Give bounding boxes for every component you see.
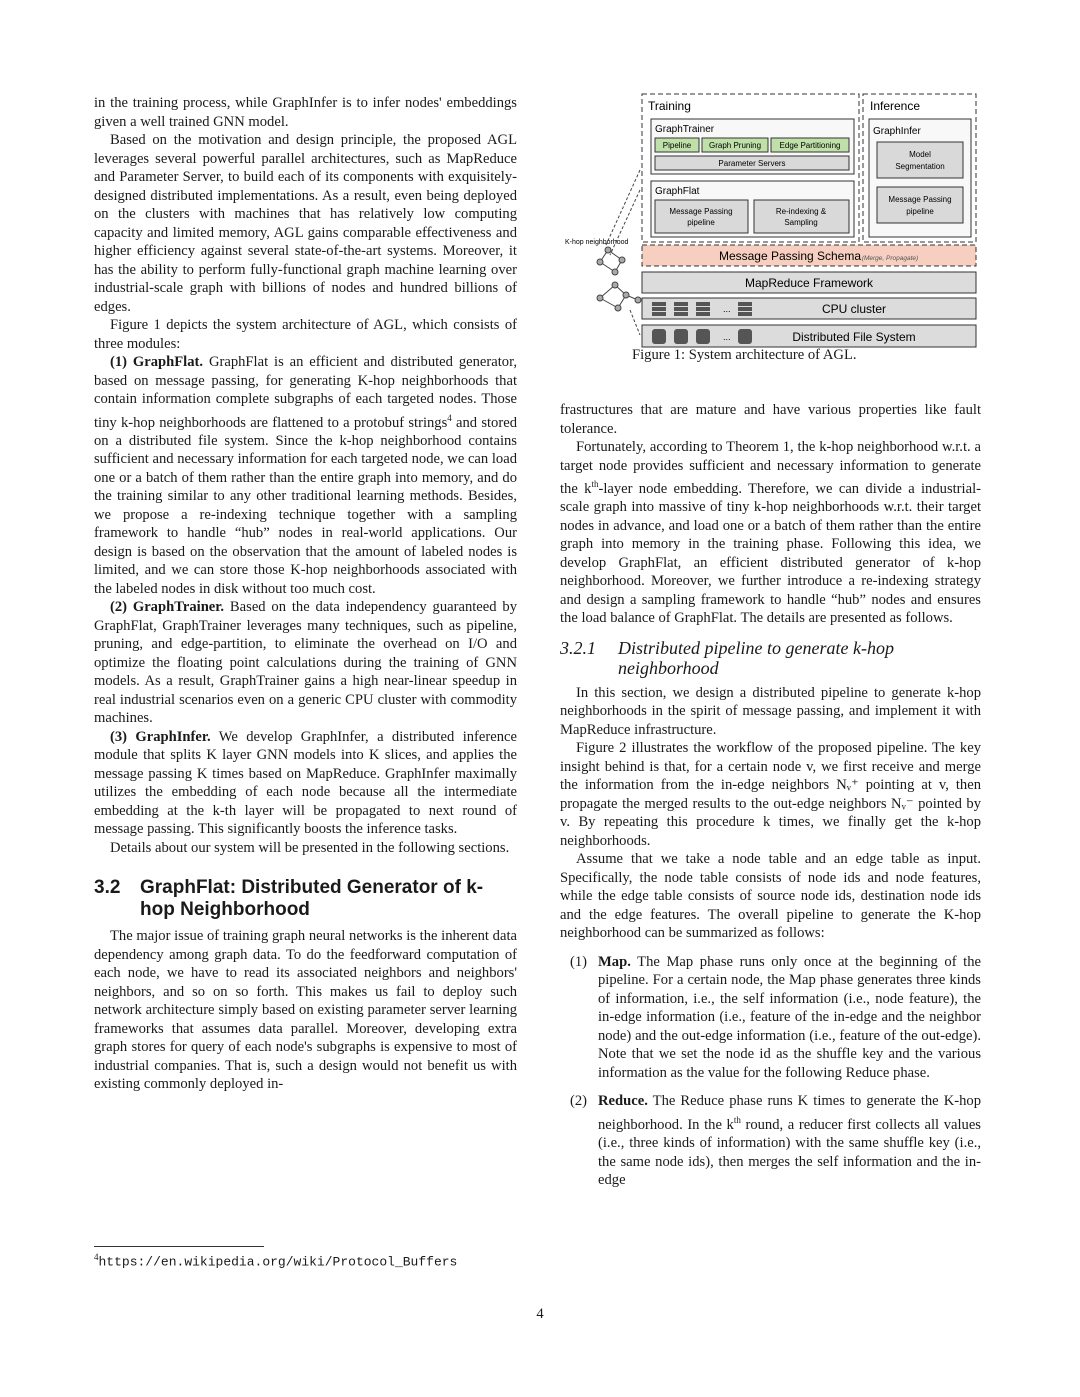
paragraph: Details about our system will be presented in the following sections. [110,839,510,856]
module-label: (3) GraphInfer. [110,728,211,745]
paragraph: Figure 1 depicts the system architecture of AGL, which consists of three modules: [94,317,517,352]
svg-text:Sampling: Sampling [784,218,818,227]
module-text: GraphFlat is an efficient and distributed generator, based on message passing, for generating K-hop neighborhoods that contain information complete subgraphs of each targeted nodes. Those tiny k-hop neighborhoods are flattened to a protobuf strings [94,354,517,431]
left-column [94,94,517,1094]
mp-inference-block [877,187,963,223]
step-reduce: (2) Reduce. The Reduce phase runs K times to generate the K-hop neighborhood. In the $k^{th}$ round, a reducer first collects all values (i.e., three kinds of information) with the same shuffle key (i.e., the same node ids), then merges the self information and the in-edge [560,1092,981,1189]
graphflat-label: GraphFlat [655,186,700,197]
svg-text:Parameter Servers: Parameter Servers [718,159,786,168]
svg-text:Message Passing Schema: Message Passing Schema [718,249,862,263]
svg-text:Message Passing: Message Passing [669,207,733,216]
svg-text:Re-indexing &: Re-indexing & [775,207,827,216]
svg-text:pipeline: pipeline [687,218,715,227]
page-number: 4 [536,1306,544,1322]
footnote-url[interactable]: https://en.wikipedia.org/wiki/Protocol_Buffers [98,1254,458,1270]
svg-text:Message Passing: Message Passing [888,195,952,204]
module-text: Based on the data independency guaranteed by GraphFlat, GraphTrainer leverages many techniques, such as pipeline, pruning, and edge-partition, to eliminate the overhead on I/O and optimize the floating point calculations during the training of GNN models. As a result, GraphTrainer gains a high near-linear speedup in real industrial scenarios even on a generic CPU cluster with commodity machines. [94,599,517,727]
paragraph: Assume that we take a node table and an edge table as input. Specifically, the node table consists of node ids and node features, while the edge table consists of source node ids, destination node ids and the edge features. The overall pipeline to generate the K-hop neighborhood can be summarized as follows: [560,851,981,942]
footnote [94,1252,457,1269]
module-label: (2) GraphTrainer. [110,599,225,616]
paragraph: frastructures that are mature and have various properties like fault tolerance. [560,402,981,437]
module-graphflat [94,353,517,598]
khop-label: K-hop neighborhood [565,239,629,246]
svg-text:(Merge, Propagate): (Merge, Propagate) [861,255,919,262]
subsection-title: Distributed pipeline to generate k-hop neighborhood [618,637,894,678]
module-text: We develop GraphInfer, a distributed inference module that splits K layer GNN models into K slices, and applies the message passing K times based on MapReduce. GraphInfer maximally utilizes the embedding of each node because all the intermediate embedding at the k-th layer will be propagated to next round of message passing. This significantly boosts the inference tasks. [94,728,517,838]
footnote-mark: 4 [94,1252,99,1262]
right-column [560,401,981,1200]
svg-text:...: ... [723,304,731,314]
section-number: 3.2 [94,877,121,899]
subsection-number: 3.2.1 [560,637,596,658]
training-label: Training [648,99,691,113]
paragraph: Based on the motivation and design principle, the proposed AGL leverages several powerful parallel architectures, such as MapReduce and Parameter Server, to build each of its components with exquisitely-designed distributed implementations. As a result, even being deployed on the clusters with machines that has relatively low computing capacity and limited memory, AGL gains comparable effectiveness and higher efficiency against several state-of-the-art systems. Moreover, it has the ability to perform fully-functional graph machine learning over industrial-scale graph with billions of nodes and hundred billions of edges. [94,132,517,315]
module-graphinfer [94,728,517,839]
svg-text:Graph Pruning: Graph Pruning [708,141,762,150]
model-segmentation-block [877,142,963,178]
svg-text:MapReduce Framework: MapReduce Framework [744,276,874,290]
mp-pipeline-block [655,200,748,233]
step-text: round, a reducer first collects all values (i.e., three kinds of information) with the same shuffle key (i.e., the same node ids), then merges the self information and the in-edge [598,1116,981,1189]
module-text: and stored on a distributed file system. Since the k-hop neighborhood contains sufficient and necessary information for each targeted node, we can load one or a batch of them rather than the entire graph into memory, and do the training similar to any other traditional learning methods. Besides, we propose a re-indexing technique together with a sampling framework to handle “hub” nodes in real-world applications. Our design is based on the observation that the amount of labeled nodes is limited, and we can store those K-hop neighborhoods associated with the labeled nodes in disk without too much cost. [94,414,517,597]
pipeline-steps [560,953,981,1190]
graphtrainer-label: GraphTrainer [655,124,715,135]
figure-caption: Figure 1: System architecture of AGL. [632,347,857,363]
paragraph: Figure 2 illustrates the workflow of the proposed pipeline. The key insight behind is that, for a certain node v, we first receive and merge the information from the in-edge neighbors Nᵥ⁺ pointing at v, then propagate the merged results to the out-edge neighbors Nᵥ⁻ pointed by v. By repeating this procedure k times, we finally get the k-hop neighborhoods. [560,740,981,849]
paragraph: In this section, we design a distributed pipeline to generate k-hop neighborhoods in the spirit of message passing, and implement it with MapReduce infrastructure. [560,684,981,738]
svg-text:CPU cluster: CPU cluster [821,302,887,316]
step-label: Map. [598,953,631,970]
step-number: (2) [570,1093,588,1110]
figure-1 [560,90,981,380]
step-label: Reduce. [598,1093,648,1110]
step-text: The Map phase runs only once at the beginning of the pipeline. For a certain node, the Map phase generates three kinds of information, i.e., the self information (i.e., node feature), the in-edge information (i.e., feature of the in-edge and the neighbor node) and the out-edge information (i.e., feature of the out-edge). Note that we set the node id as the shuffle key and the various information as the value for the following Reduce phase. [598,953,981,1081]
step-text: The Reduce phase runs K times to generate the K-hop neighborhood. In the k [598,1093,981,1133]
svg-text:Distributed File System: Distributed File System [792,330,916,344]
svg-text:...: ... [723,332,731,342]
svg-text:Segmentation: Segmentation [895,162,945,171]
step-map [560,953,981,1083]
svg-text:Pipeline: Pipeline [662,141,692,150]
section-heading [94,877,517,921]
paragraph: in the training process, while GraphInfer is to infer nodes' embeddings given a well trained GNN model. [94,95,517,130]
subsection-heading [560,638,981,678]
svg-text:Model: Model [909,150,931,159]
paragraph: The major issue of training graph neural networks is the inherent data dependency among graph data. To do the feedforward computation of each node, we have to read its associated neighbors and neighbors' neighbors, and so on so forth. This makes us fail to deploy such network architecture simply based on existing parameter server learning frameworks that assumes data parallel. Moreover, developing extra graph stores for query of each node's subgraphs is expensive to most of industrial companies. That is, such a design would not benefit us with existing commonly deployed in- [94,928,517,1093]
svg-text:pipeline: pipeline [906,207,934,216]
graphinfer-label: GraphInfer [873,126,921,137]
footnote-ref[interactable]: 4 [447,412,452,423]
inference-label: Inference [870,99,921,113]
module-label: (1) GraphFlat. [110,354,204,370]
module-graphtrainer [94,598,517,728]
reindex-block [754,200,849,233]
step-number: (1) [570,953,588,970]
architecture-diagram [560,90,981,350]
section-title: GraphFlat: Distributed Generator of k-hop Neighborhood [140,877,484,921]
khop-graph-icon [597,170,641,335]
svg-text:Edge Partitioning: Edge Partitioning [779,141,841,150]
paragraph: Fortunately, according to Theorem 1, the k-hop neighborhood w.r.t. a target node provides sufficient and necessary information to generate the $k^{th}$-layer node embedding. Therefore, we can divide a industrial-scale graph into massive of tiny k-hop neighborhoods w.r.t. their target nodes in advance, and load one or a batch of them rather than the entire graph into memory in the training phase. Following this idea, we develop GraphFlat, an efficient distributed generator of k-hop neighborhood. Moreover, we further introduce a re-indexing strategy and design a sampling framework to handle “hub” nodes and ensures the load balance of GraphFlat. The details are presented as follows. [560,439,981,627]
cpu-cluster-block [642,298,976,319]
footnote-rule [94,1246,264,1247]
